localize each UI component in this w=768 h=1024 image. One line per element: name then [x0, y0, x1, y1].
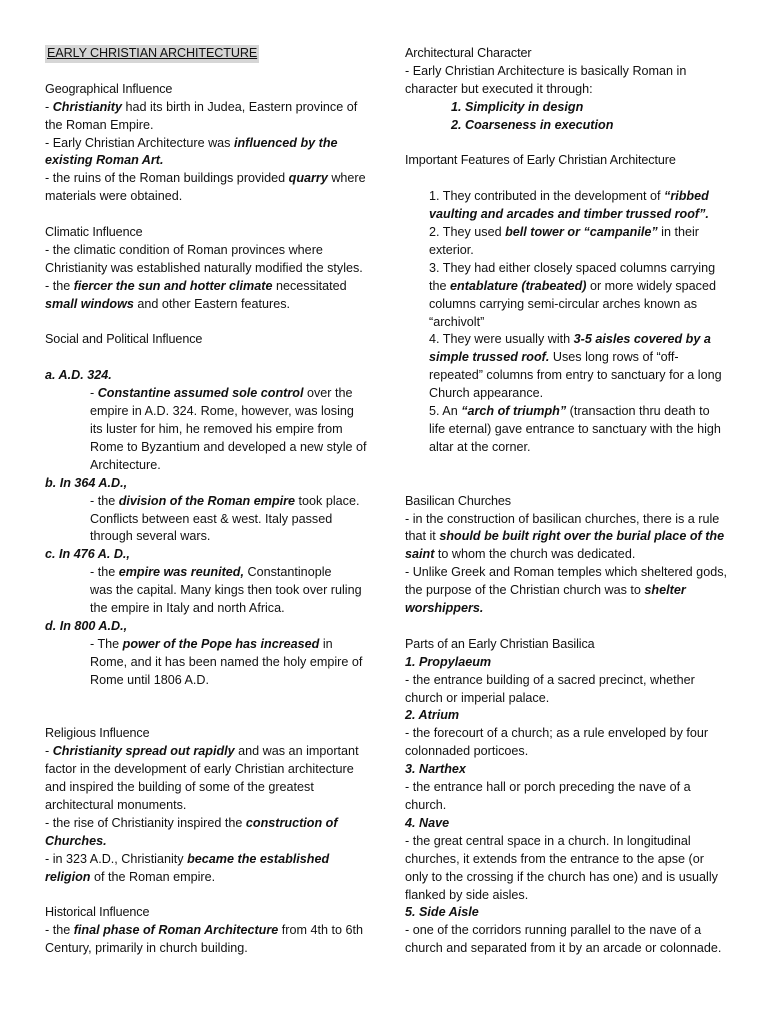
section-heading: Basilican Churches	[405, 493, 511, 508]
list-label: 2. Atrium	[405, 708, 460, 723]
list-item: 2. They used bell tower or “campanile” in their	[429, 225, 699, 240]
paragraph-line: - the climatic condition of Roman provinces where	[45, 242, 323, 257]
section-heading: Geographical Influence	[45, 81, 173, 96]
list-label: 3. Narthex	[405, 762, 466, 777]
paragraph-line: the empire in Italy and north Africa.	[90, 601, 285, 616]
paragraph-line: empire in A.D. 324. Rome, however, was losing	[90, 404, 354, 419]
paragraph-line: - Christianity had its birth in Judea, Eastern province of	[45, 99, 358, 114]
paragraph-line: - in 323 A.D., Christianity became the established	[45, 851, 330, 866]
paragraph-line: life eternal) gave entrance to sanctuary with the high	[429, 422, 721, 436]
paragraph-line: that it should be built right over the burial place of the	[405, 529, 725, 544]
paragraph-line: - the great central space in a church. In longitudinal	[405, 833, 691, 848]
climatic-influence-section	[45, 224, 370, 314]
paragraph-line: church or imperial palace.	[405, 690, 550, 705]
paragraph-line: - the final phase of Roman Architecture from 4th to 6th	[45, 923, 363, 938]
paragraph-line: flanked by side aisles.	[405, 887, 529, 902]
paragraph-line: - the forecourt of a church; as a rule enveloped by four	[405, 726, 709, 741]
basilica-parts-section	[405, 636, 727, 958]
paragraph-line: church.	[405, 797, 447, 812]
paragraph-line: Rome, and it has been named the holy empire of	[90, 654, 363, 669]
paragraph-line: its luster for him, he removed his empire from	[90, 421, 343, 436]
paragraph-line: Churches.	[45, 833, 107, 848]
list-label: b. In 364 A.D.,	[45, 475, 128, 490]
paragraph-line: - The power of the Pope has increased in	[90, 636, 333, 651]
paragraph-line: - Early Christian Architecture is basically Roman in	[405, 63, 687, 78]
list-item: 1. Simplicity in design	[451, 99, 584, 114]
paragraph-line: religion of the Roman empire.	[45, 869, 216, 884]
left-column	[45, 45, 370, 958]
section-heading: Religious Influence	[45, 726, 150, 741]
paragraph-line: Christianity was established naturally modified the styles.	[45, 260, 363, 275]
list-label: d. In 800 A.D.,	[45, 618, 128, 633]
paragraph-line: only to the crossing if the church has one) and is usually	[405, 869, 718, 884]
paragraph-line: - Christianity spread out rapidly and was an important	[45, 744, 359, 759]
paragraph-line: - the fiercer the sun and hotter climate necessitated	[45, 278, 347, 293]
paragraph-line: existing Roman Art.	[45, 153, 164, 168]
paragraph-line: columns carrying semi-circular arches known as	[429, 296, 698, 311]
paragraph-line: Conflicts between east & west. Italy passed	[90, 511, 333, 526]
paragraph-line: exterior.	[429, 242, 474, 257]
paragraph-line: - in the construction of basilican churches, there is a rule	[405, 511, 720, 526]
paragraph-line: - the entrance building of a sacred precinct, whether	[405, 672, 695, 687]
section-heading: Climatic Influence	[45, 225, 143, 240]
basilican-churches-section	[405, 493, 727, 618]
section-heading: Social and Political Influence	[45, 332, 203, 347]
paragraph-line: Church appearance.	[429, 386, 544, 401]
paragraph-line: - Constantine assumed sole control over the	[90, 386, 353, 401]
list-label: c. In 476 A. D.,	[45, 547, 130, 562]
paragraph-line: colonnaded porticoes.	[405, 744, 529, 759]
historical-influence-section	[45, 904, 370, 958]
architectural-character-section	[405, 45, 727, 135]
list-item: 1. They contributed in the development of “ribbed	[429, 189, 709, 204]
paragraph-line: architectural monuments.	[45, 797, 187, 812]
paragraph-line: - the rise of Christianity inspired the construction of	[45, 815, 338, 830]
paragraph-line: factor in the development of early Christian architecture	[45, 762, 354, 777]
section-heading: Important Features of Early Christian Architecture	[405, 153, 676, 168]
paragraph-line: and inspired the building of some of the greatest	[45, 780, 314, 795]
geographical-influence-section	[45, 81, 370, 206]
section-heading: Historical Influence	[45, 905, 150, 920]
paragraph-line: Rome until 1806 A.D.	[90, 672, 210, 687]
paragraph-line: Architecture.	[90, 457, 161, 472]
list-item: 4. They were usually with 3-5 aisles covered by a	[429, 332, 711, 347]
list-item: 2. Coarseness in execution	[451, 117, 614, 132]
paragraph-line: through several wars.	[90, 529, 211, 544]
paragraph-line: materials were obtained.	[45, 189, 183, 204]
list-label: 4. Nave	[405, 815, 450, 830]
paragraph-line: was the capital. Many kings then took over ruling	[90, 583, 362, 598]
list-label: 5. Side Aisle	[405, 905, 479, 920]
section-heading: Parts of an Early Christian Basilica	[405, 636, 595, 651]
section-heading: Architectural Character	[405, 46, 532, 60]
religious-influence-section	[45, 725, 370, 886]
paragraph-line: church and separated from it by an arcade or colonnade.	[405, 941, 722, 956]
paragraph-line: Rome to Byzantium and developed a new style of	[90, 439, 367, 454]
document-title: EARLY CHRISTIAN ARCHITECTURE	[45, 45, 259, 63]
list-item: 5. An “arch of triumph” (transaction thru death to	[429, 404, 710, 419]
paragraph-line: worshippers.	[405, 601, 484, 616]
paragraph-line: - the entrance hall or porch preceding the nave of a	[405, 780, 691, 795]
paragraph-line: small windows and other Eastern features.	[45, 296, 291, 311]
paragraph-line: vaulting and arcades and timber trussed roof”.	[429, 207, 709, 222]
paragraph-line: saint to whom the church was dedicated.	[405, 547, 636, 562]
social-political-influence-section	[45, 331, 370, 689]
paragraph-line: - one of the corridors running parallel to the nave of a	[405, 923, 702, 938]
paragraph-line: churches, it extends from the entrance to the apse (or	[405, 851, 704, 866]
paragraph-line: character but executed it through:	[405, 81, 593, 96]
list-label: a. A.D. 324.	[45, 368, 112, 383]
paragraph-line: - the division of the Roman empire took place.	[90, 493, 360, 508]
paragraph-line: “archivolt”	[429, 314, 485, 329]
paragraph-line: - the empire was reunited, Constantinople	[90, 565, 332, 580]
paragraph-line: Century, primarily in church building.	[45, 941, 248, 956]
paragraph-line: altar at the corner.	[429, 439, 531, 454]
paragraph-line: simple trussed roof. Uses long rows of “off-	[429, 350, 679, 365]
important-features-section	[405, 152, 727, 456]
list-item: 3. They had either closely spaced columns carrying	[429, 260, 716, 275]
paragraph-line: - Unlike Greek and Roman temples which sheltered gods,	[405, 565, 727, 580]
paragraph-line: repeated” columns from entry to sanctuary for a long	[429, 368, 722, 383]
paragraph-line: the entablature (trabeated) or more widely spaced	[429, 278, 716, 293]
paragraph-line: the purpose of the Christian church was to shelter	[405, 583, 686, 598]
paragraph-line: - Early Christian Architecture was influenced by the	[45, 135, 338, 150]
list-label: 1. Propylaeum	[405, 654, 492, 669]
right-column	[405, 45, 727, 958]
paragraph-line: - the ruins of the Roman buildings provided quarry where	[45, 171, 366, 186]
paragraph-line: the Roman Empire.	[45, 117, 154, 132]
